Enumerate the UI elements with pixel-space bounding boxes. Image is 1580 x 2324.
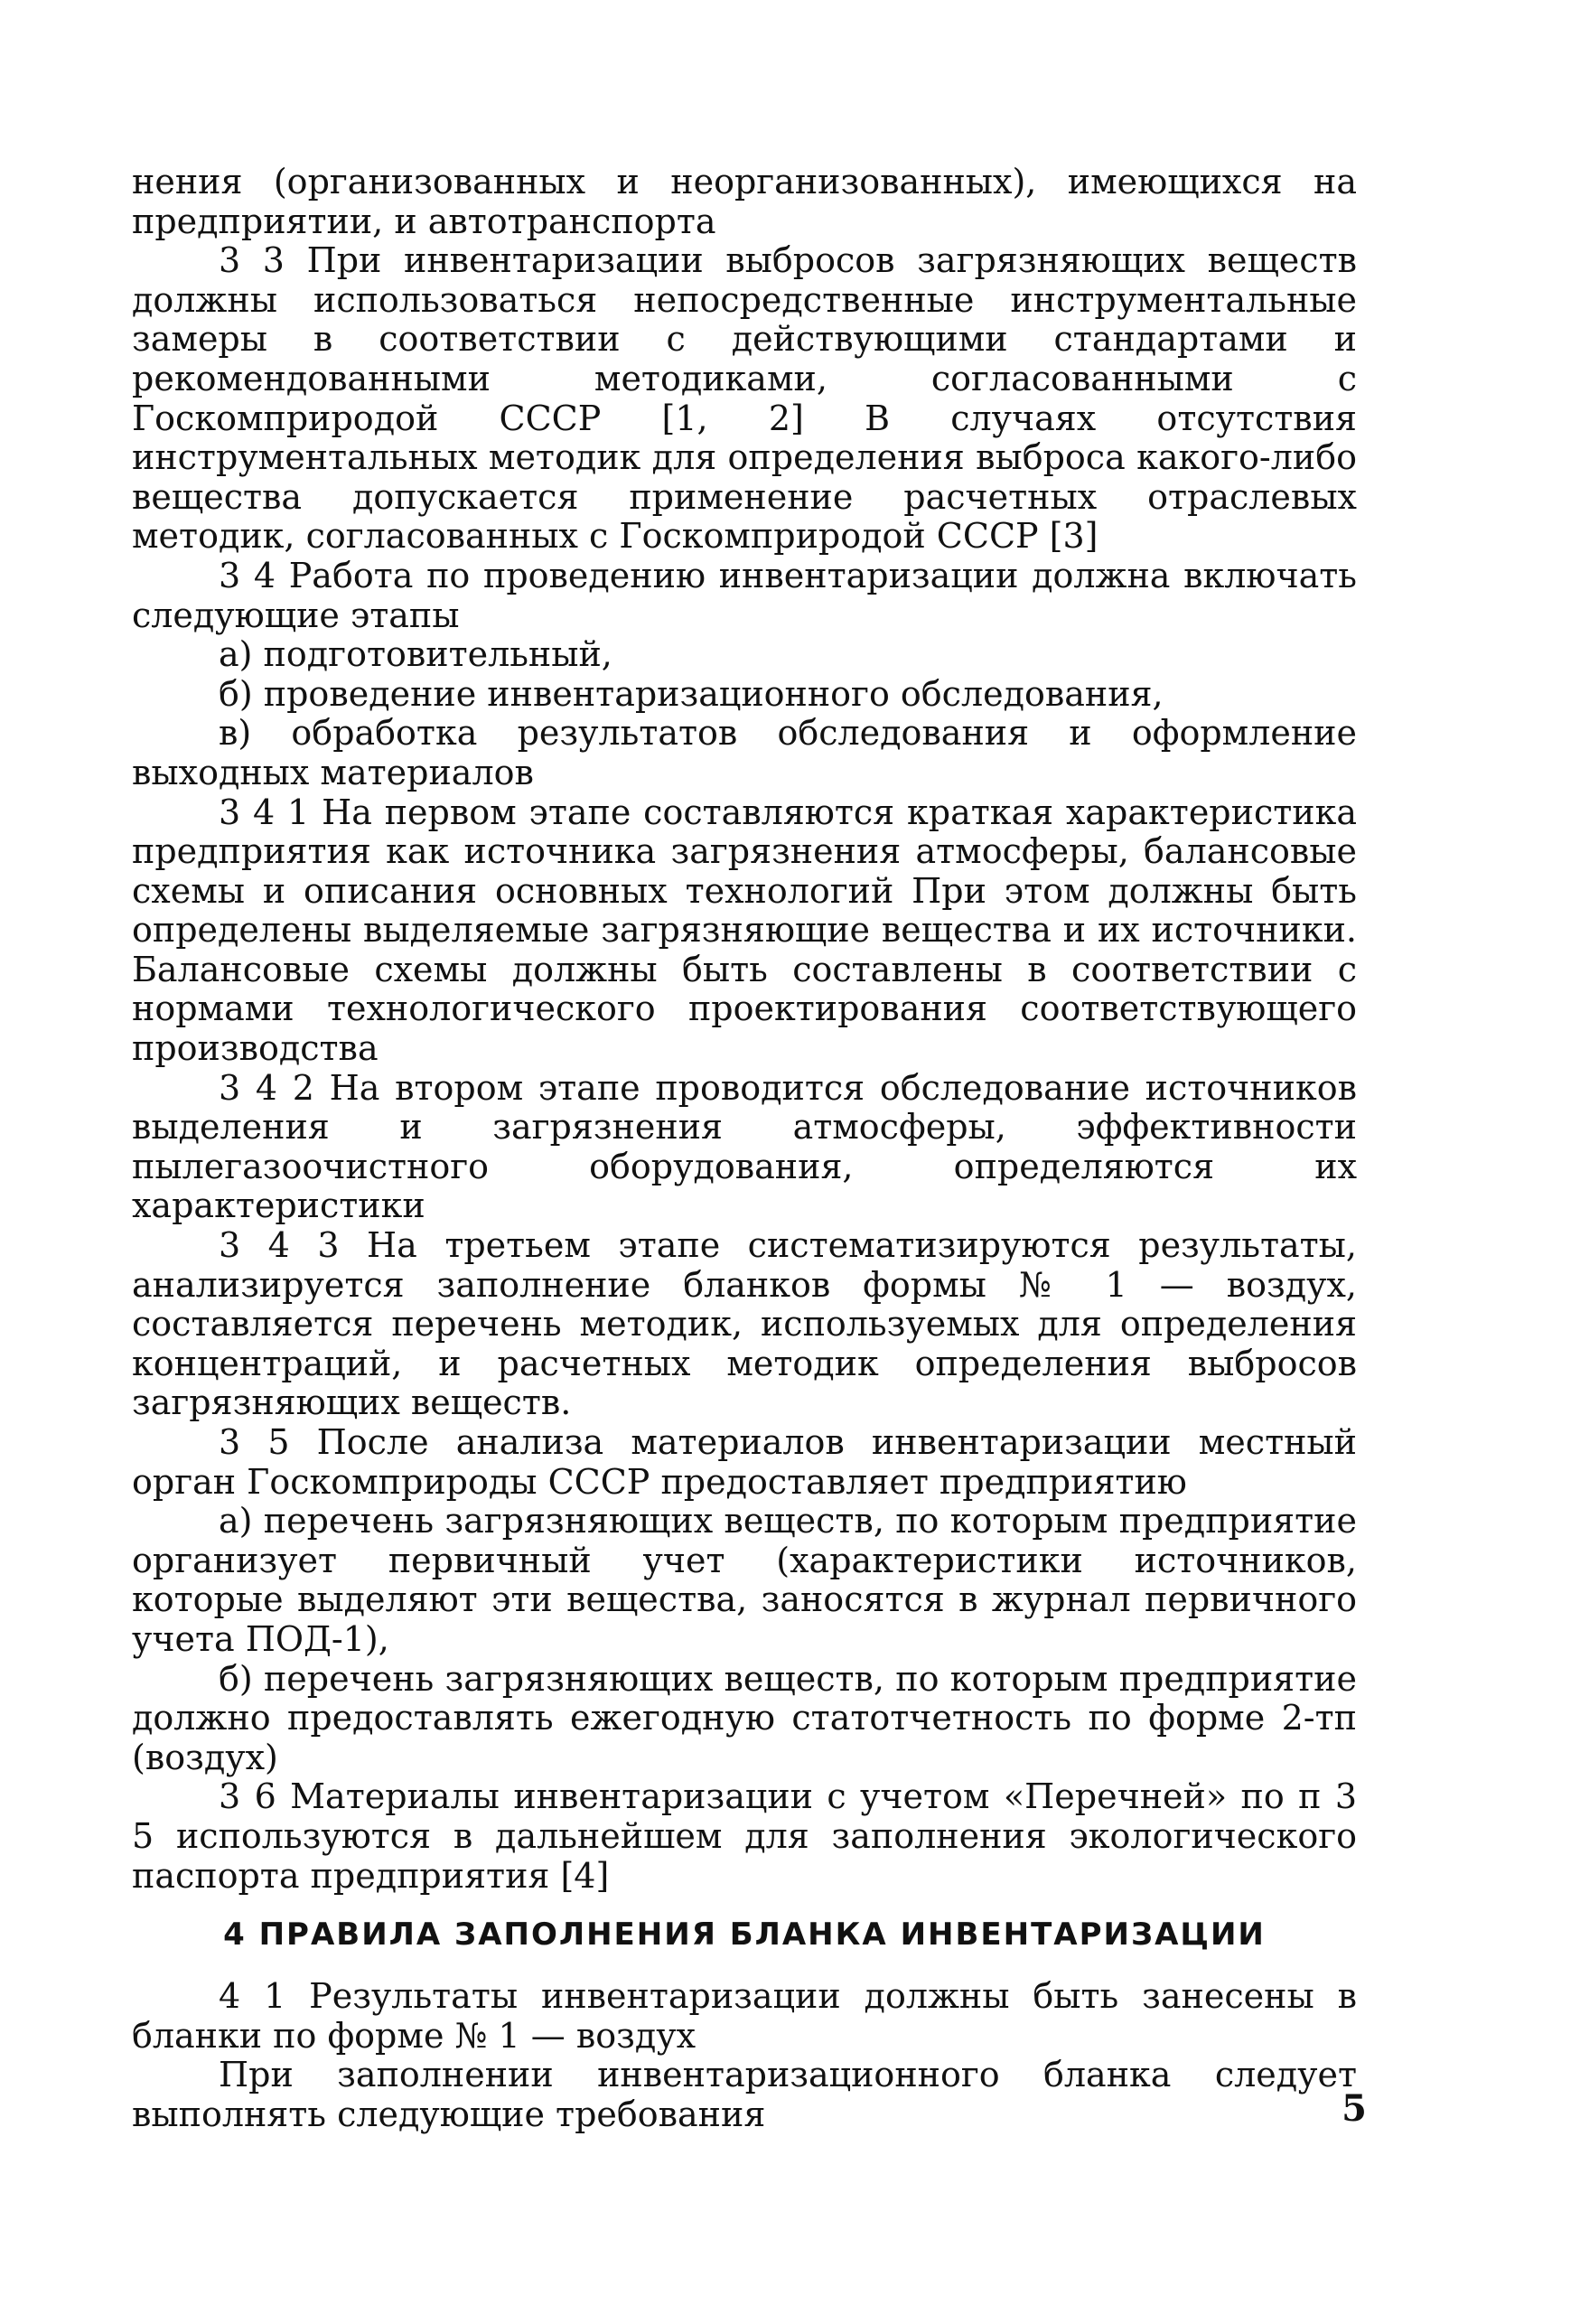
paragraph-3-4-1: 3 4 1 На первом этапе составляются краткая характеристика предприятия как источника загрязнения атмосферы, балансовые схемы и описания основных технологий При этом должны быть определены выделяемые загрязняющие вещества и их источники. Балансовые схемы должны быть составлены в соответствии с нормами технологического проектирования соответствующего производства (132, 792, 1357, 1069)
paragraph-continuation: нения (организованных и неорганизованных), имеющихся на предприятии, и автотранспорта (132, 162, 1357, 241)
paragraph-4-1: 4 1 Результаты инвентаризации должны быть занесены в бланки по форме № 1 — воздух (132, 1976, 1357, 2056)
paragraph-3-3: 3 3 При инвентаризации выбросов загрязняющих веществ должны использоваться непосредственные инструментальные замеры в соответствии с действующими стандартами и рекомендованными методиками, согласованными с Госкомприродой СССР [1, 2] В случаях отсутствия инструментальных методик для определения выброса какого-либо вещества допускается применение расчетных отраслевых методик, согласованных с Госкомприродой СССР [3] (132, 240, 1357, 557)
list-item-a: а) подготовительный, (219, 634, 612, 675)
list-item-3-5-a: а) перечень загрязняющих веществ, по которым предприятие организует первичный учет (характеристики источников, которые выделяют эти вещества, заносятся в журнал первичного учета ПОД-1), (132, 1501, 1357, 1659)
paragraph-3-4: 3 4 Работа по проведению инвентаризации должна включать следующие этапы (132, 555, 1357, 635)
paragraph-3-4-2: 3 4 2 На втором этапе проводится обследование источников выделения и загрязнения атмосферы, эффективности пылегазоочистного оборудования, определяются их характеристики (132, 1067, 1357, 1226)
paragraph-3-5: 3 5 После анализа материалов инвентаризации местный орган Госкомприроды СССР предоставляет предприятию (132, 1422, 1357, 1502)
list-item-b: б) проведение инвентаризационного обследования, (219, 673, 1164, 714)
page-number: 5 (1342, 2087, 1367, 2130)
section-heading: 4 ПРАВИЛА ЗАПОЛНЕНИЯ БЛАНКА ИНВЕНТАРИЗАЦИИ (223, 1916, 1266, 1954)
list-item-v: в) обработка результатов обследования и оформление выходных материалов (132, 713, 1357, 792)
paragraph-3-6: 3 6 Материалы инвентаризации с учетом «Перечней» по п 3 5 используются в дальнейшем для заполнения экологического паспорта предприятия [4] (132, 1776, 1357, 1896)
list-item-3-5-b: б) перечень загрязняющих веществ, по которым предприятие должно предоставлять ежегодную статотчетность по форме 2-тп (воздух) (132, 1658, 1357, 1777)
paragraph-requirements: При заполнении инвентаризационного бланка следует выполнять следующие требования (132, 2055, 1357, 2134)
page-text-body (132, 163, 1357, 2135)
paragraph-3-4-3: 3 4 3 На третьем этапе систематизируются результаты, анализируется заполнение бланков формы № 1 — воздух, составляется перечень методик, используемых для определения концентраций, и расчетных методик определения выбросов загрязняющих веществ. (132, 1225, 1357, 1423)
